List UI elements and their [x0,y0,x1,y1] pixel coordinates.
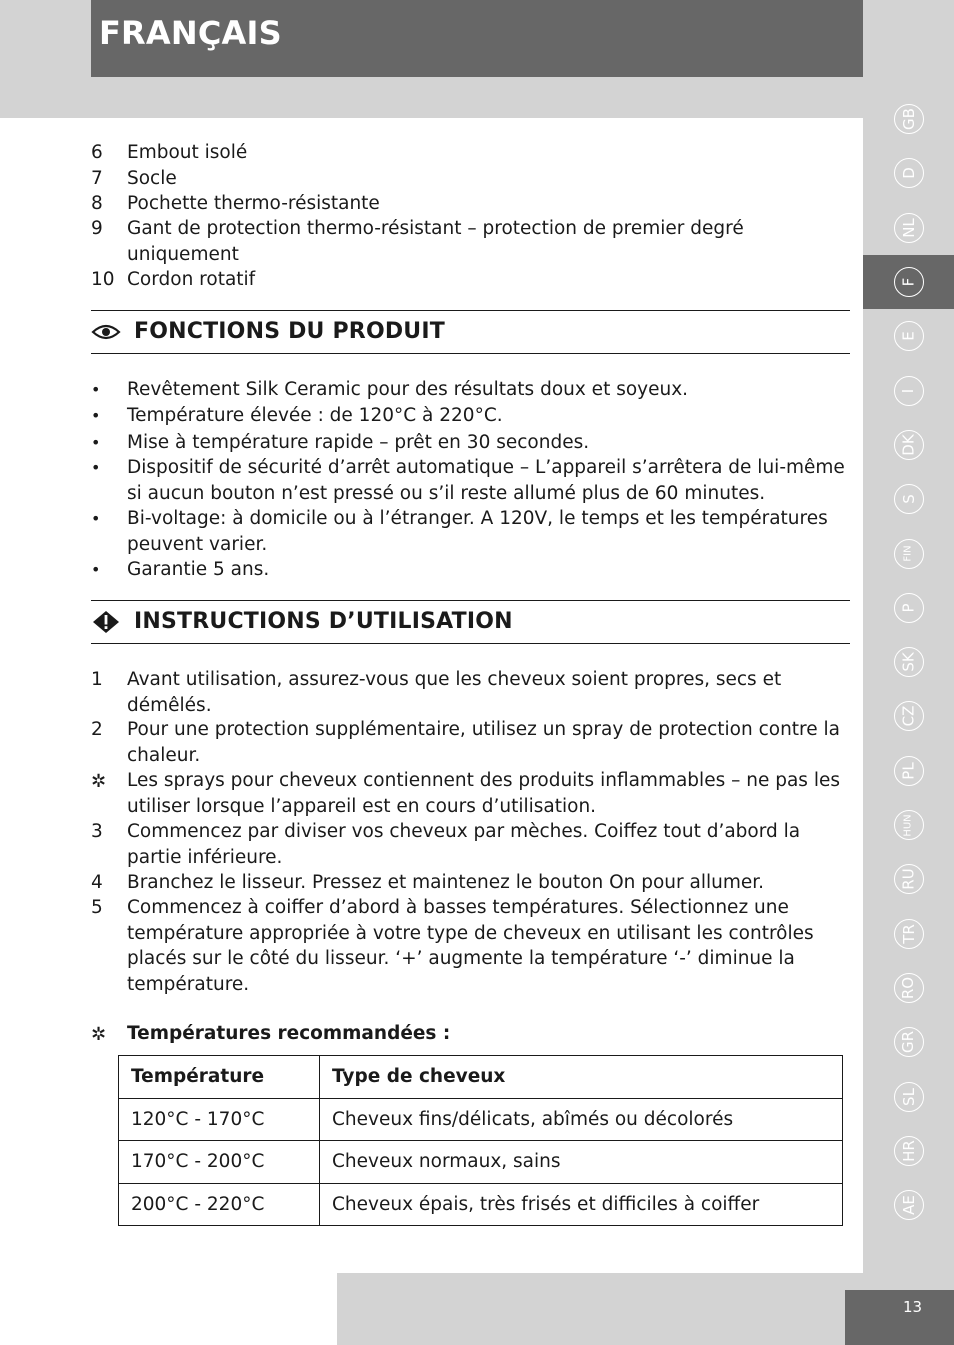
language-tab-circle [894,1136,924,1166]
sun-icon: ✲ [91,1024,107,1045]
language-tab-circle [894,647,924,677]
step-number: 2 [91,719,103,740]
list-number: 7 [91,168,103,189]
language-code: FIN [903,545,914,562]
language-tab-circle [894,810,924,840]
language-tab-sk[interactable] [863,635,954,689]
step-number: 1 [91,669,103,690]
list-text: Garantie 5 ans. [127,559,270,580]
table-cell: 200°C - 220°C [119,1183,320,1226]
table-header-cell: Type de cheveux [320,1056,843,1099]
list-text: Dispositif de sécurité d’arrêt automatique – L’appareil s’arrêtera de lui-même si aucun bouton n’est pressé ou s’il reste allumé plus de 60 minutes. [127,457,845,504]
table-row [119,1141,843,1184]
bullet-marker: • [91,406,101,425]
eye-icon [91,320,121,344]
language-tab-p[interactable] [863,581,954,635]
language-tab-circle [894,919,924,949]
list-text: Gant de protection thermo-résistant – protection de premier degré uniquement [127,218,744,265]
language-tab-circle [894,484,924,514]
table-header-cell: Température [119,1056,320,1099]
page-number-box [845,1290,954,1345]
language-tab-hr[interactable] [863,1124,954,1178]
list-text: Socle [127,168,177,189]
table-cell: Cheveux normaux, sains [320,1141,843,1184]
language-tab-circle [894,1082,924,1112]
step-text: Branchez le lisseur. Pressez et maintenez le bouton On pour allumer. [127,872,765,893]
list-text: Température élevée : de 120°C à 220°C. [127,405,503,426]
table-row [119,1098,843,1141]
language-code: RU [899,868,918,891]
step-text: Commencez par diviser vos cheveux par mèches. Coiffez tout d’abord la partie inférieure. [127,821,801,868]
language-tab-circle [894,1027,924,1057]
instructions-section-header [91,600,850,644]
bullet-marker: • [91,509,101,528]
language-code: GB [899,108,918,131]
language-code: HR [899,1139,918,1162]
features-section-header [91,310,850,354]
step-text: Commencez à coiffer d’abord à basses températures. Sélectionnez une température appropriée à votre type de cheveux en utilisant les contrôles placés sur le côté du lisseur. ‘+’ augmente la température ‘-’ diminue la température. [127,897,814,995]
language-tab-circle [894,267,924,297]
language-code: I [899,388,918,393]
list-text: Mise à température rapide – prêt en 30 secondes. [127,432,590,453]
note-text: Températures recommandées : [127,1023,451,1044]
language-tab-e[interactable] [863,309,954,363]
language-tab-circle [894,593,924,623]
language-code: GR [899,1031,918,1054]
temperature-table [118,1055,843,1226]
step-number: 4 [91,872,103,893]
features-title: FONCTIONS DU PRODUIT [134,319,445,344]
list-text: Revêtement Silk Ceramic pour des résultats doux et soyeux. [127,379,689,400]
language-code: AE [899,1195,918,1216]
list-number: 6 [91,142,103,163]
language-tab-circle [894,104,924,134]
bullet-marker: • [91,433,101,452]
language-tab-circle [894,973,924,1003]
language-tab-cz[interactable] [863,689,954,743]
language-tab-f[interactable] [863,255,954,309]
language-tab-circle [894,376,924,406]
table-header-row [119,1056,843,1099]
step-text: Les sprays pour cheveux contiennent des produits inflammables – ne pas les utiliser lorsque l’appareil est en cours d’utilisation. [127,770,840,817]
language-tab-circle [894,213,924,243]
step-text: Avant utilisation, assurez-vous que les cheveux soient propres, secs et démêlés. [127,669,782,716]
instructions-title: INSTRUCTIONS D’UTILISATION [134,609,513,634]
list-text: Embout isolé [127,142,248,163]
language-tab-circle [894,864,924,894]
list-number: 9 [91,218,103,239]
language-tab-fin[interactable] [863,526,954,580]
language-tab-circle [894,158,924,188]
language-code: F [899,277,918,287]
step-text: Pour une protection supplémentaire, utilisez un spray de protection contre la chaleur. [127,719,840,766]
warning-icon [91,610,121,634]
language-tab-nl[interactable] [863,201,954,255]
language-code: S [899,494,918,504]
language-code: SL [899,1087,918,1106]
language-tab-ro[interactable] [863,961,954,1015]
header-bar [91,0,863,77]
bullet-marker: • [91,458,101,477]
bullet-marker: • [91,560,101,579]
language-code: HUN [902,813,914,837]
sun-icon: ✲ [91,771,107,792]
language-tab-tr[interactable] [863,907,954,961]
language-tab-gb[interactable] [863,92,954,146]
list-text: Pochette thermo-résistante [127,193,380,214]
language-tab-circle [894,1190,924,1220]
list-text: Bi-voltage: à domicile ou à l’étranger. A 120V, le temps et les températures peuvent varier. [127,508,828,555]
language-tab-s[interactable] [863,472,954,526]
language-code: CZ [899,706,918,727]
language-code: NL [899,217,918,238]
bullet-marker: • [91,380,101,399]
language-tab-circle [894,430,924,460]
language-code: SK [899,652,918,672]
step-number: 3 [91,821,103,842]
language-tab-circle [894,321,924,351]
language-tab-ru[interactable] [863,852,954,906]
language-code: P [899,603,918,613]
language-tab-circle [894,756,924,786]
language-code: RO [899,976,918,1000]
table-cell: Cheveux épais, très frisés et difficiles à coiffer [320,1183,843,1226]
language-tab-sl[interactable] [863,1069,954,1123]
language-tab-hun[interactable] [863,798,954,852]
language-tab-ae[interactable] [863,1178,954,1232]
page-number: 13 [903,1298,923,1316]
page-title: FRANÇAIS [99,14,282,52]
list-number: 8 [91,193,103,214]
language-tab-pl[interactable] [863,744,954,798]
language-tab-gr[interactable] [863,1015,954,1069]
language-tab-dk[interactable] [863,418,954,472]
language-code: E [899,331,918,342]
language-code: PL [899,762,918,780]
language-tab-circle [894,539,924,569]
table-cell: Cheveux fins/délicats, abîmés ou décolorés [320,1098,843,1141]
language-code: DK [899,434,918,456]
step-number: 5 [91,897,103,918]
table-row [119,1183,843,1226]
language-tab-i[interactable] [863,364,954,418]
language-code: D [899,167,918,180]
language-tab-d[interactable] [863,146,954,200]
list-number: 10 [91,269,115,290]
list-text: Cordon rotatif [127,269,256,290]
language-tab-circle [894,701,924,731]
table-cell: 170°C - 200°C [119,1141,320,1184]
table-cell: 120°C - 170°C [119,1098,320,1141]
language-code: TR [899,923,918,944]
